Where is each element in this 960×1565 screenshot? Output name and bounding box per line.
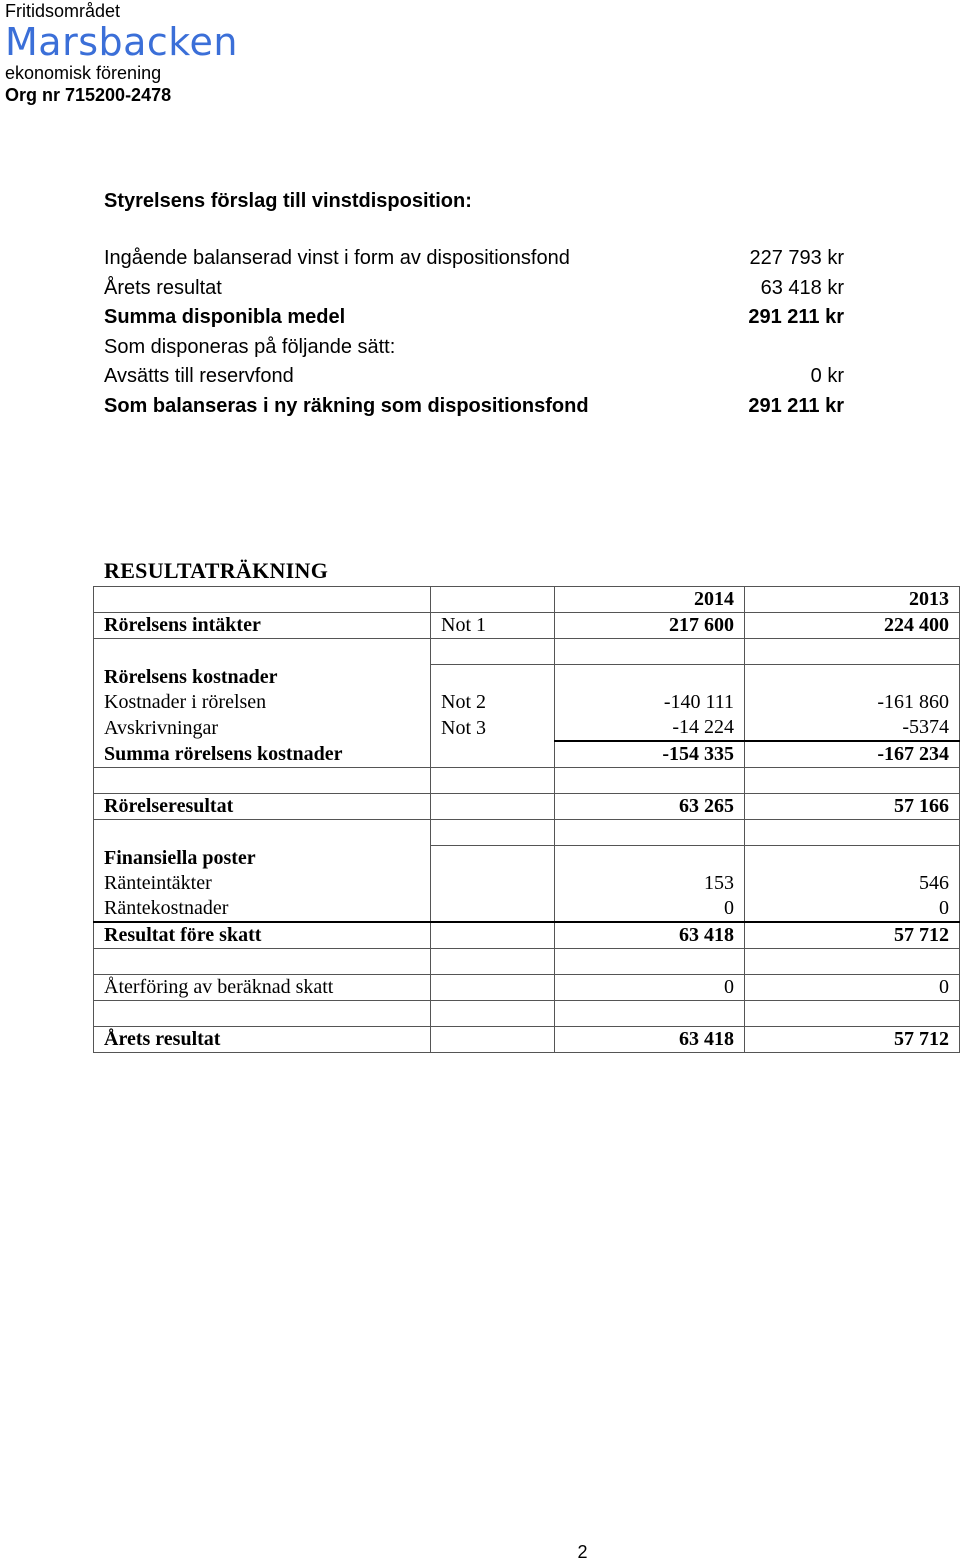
disposition-label: Avsätts till reservfond bbox=[104, 365, 294, 387]
value-2013: 224 400 bbox=[745, 613, 960, 639]
table-row bbox=[94, 896, 960, 922]
year-header: 2014 bbox=[555, 587, 745, 613]
value-2013: 57 712 bbox=[745, 1027, 960, 1053]
value-2013: -5374 bbox=[745, 715, 960, 741]
table-row bbox=[94, 741, 960, 768]
table-row bbox=[94, 665, 960, 691]
table-row bbox=[94, 846, 960, 872]
value-2013: 546 bbox=[745, 871, 960, 896]
table-row bbox=[94, 690, 960, 715]
row-label: Räntekostnader bbox=[94, 896, 431, 922]
disposition-row bbox=[104, 244, 844, 274]
row-note: Not 1 bbox=[431, 613, 555, 639]
row-note: Not 2 bbox=[431, 690, 555, 715]
income-statement-table bbox=[93, 586, 960, 1053]
disposition-label: Som balanseras i ny räkning som dispositionsfond bbox=[104, 394, 589, 417]
row-label: Rörelseresultat bbox=[94, 794, 431, 820]
spacer-row bbox=[94, 639, 960, 665]
value-2013: 0 bbox=[745, 896, 960, 922]
row-label: Årets resultat bbox=[94, 1027, 431, 1053]
disposition-value: 0 kr bbox=[810, 365, 844, 387]
letterhead bbox=[5, 0, 238, 106]
row-label: Resultat före skatt bbox=[94, 922, 431, 949]
profit-disposition bbox=[104, 186, 844, 421]
table-row bbox=[94, 1027, 960, 1053]
disposition-heading: Styrelsens förslag till vinstdisposition: bbox=[104, 190, 472, 212]
disposition-row bbox=[104, 362, 844, 392]
disposition-label: Summa disponibla medel bbox=[104, 306, 346, 328]
letterhead-area: Fritidsområdet bbox=[5, 1, 121, 21]
value-2013: 57 166 bbox=[745, 794, 960, 820]
spacer-row bbox=[94, 949, 960, 975]
disposition-label: Som disponeras på följande sätt: bbox=[104, 335, 396, 358]
value-2014: 217 600 bbox=[555, 613, 745, 639]
disposition-row bbox=[104, 274, 844, 304]
spacer-row bbox=[94, 768, 960, 794]
table-row bbox=[94, 613, 960, 639]
row-label: Kostnader i rörelsen bbox=[94, 690, 431, 715]
table-row bbox=[94, 975, 960, 1001]
row-label: Avskrivningar bbox=[94, 715, 431, 741]
value-2013: 57 712 bbox=[745, 922, 960, 949]
letterhead-org-number: Org nr 715200-2478 bbox=[5, 85, 172, 105]
row-label: Rörelsens kostnader bbox=[94, 665, 431, 691]
row-note: Not 3 bbox=[431, 715, 555, 741]
letterhead-org-type: ekonomisk förening bbox=[5, 63, 162, 83]
row-label: Återföring av beräknad skatt bbox=[94, 975, 431, 1001]
table-row bbox=[94, 794, 960, 820]
value-2014: 0 bbox=[555, 975, 745, 1001]
disposition-row bbox=[104, 333, 844, 363]
disposition-row bbox=[104, 392, 844, 422]
value-2014: 153 bbox=[555, 871, 745, 896]
value-2014: 63 418 bbox=[555, 922, 745, 949]
income-statement-title: RESULTATRÄKNING bbox=[104, 558, 329, 583]
disposition-value: 227 793 kr bbox=[749, 247, 844, 269]
disposition-label: Årets resultat bbox=[104, 276, 222, 299]
disposition-value: 291 211 kr bbox=[748, 394, 844, 417]
row-label: Finansiella poster bbox=[94, 846, 431, 872]
disposition-value: 63 418 kr bbox=[760, 276, 844, 299]
value-2014: 63 418 bbox=[555, 1027, 745, 1053]
row-label: Rörelsens intäkter bbox=[94, 613, 431, 639]
value-2013: -167 234 bbox=[745, 741, 960, 768]
page-number: 2 bbox=[577, 1542, 588, 1562]
spacer-row bbox=[94, 820, 960, 846]
disposition-value: 291 211 kr bbox=[748, 306, 844, 328]
value-2013: -161 860 bbox=[745, 690, 960, 715]
disposition-label: Ingående balanserad vinst i form av dispositionsfond bbox=[104, 247, 570, 269]
letterhead-brand: Marsbacken bbox=[5, 20, 238, 64]
year-header: 2013 bbox=[745, 587, 960, 613]
value-2014: -154 335 bbox=[555, 741, 745, 768]
spacer-row bbox=[94, 1001, 960, 1027]
value-2014: -14 224 bbox=[555, 715, 745, 741]
value-2014: 63 265 bbox=[555, 794, 745, 820]
row-label: Ränteintäkter bbox=[94, 871, 431, 896]
table-row bbox=[94, 715, 960, 741]
disposition-row bbox=[104, 303, 844, 333]
table-row bbox=[94, 871, 960, 896]
row-label: Summa rörelsens kostnader bbox=[94, 741, 431, 768]
table-row bbox=[94, 922, 960, 949]
value-2014: 0 bbox=[555, 896, 745, 922]
value-2014: -140 111 bbox=[555, 690, 745, 715]
year-header-row bbox=[94, 587, 960, 613]
value-2013: 0 bbox=[745, 975, 960, 1001]
